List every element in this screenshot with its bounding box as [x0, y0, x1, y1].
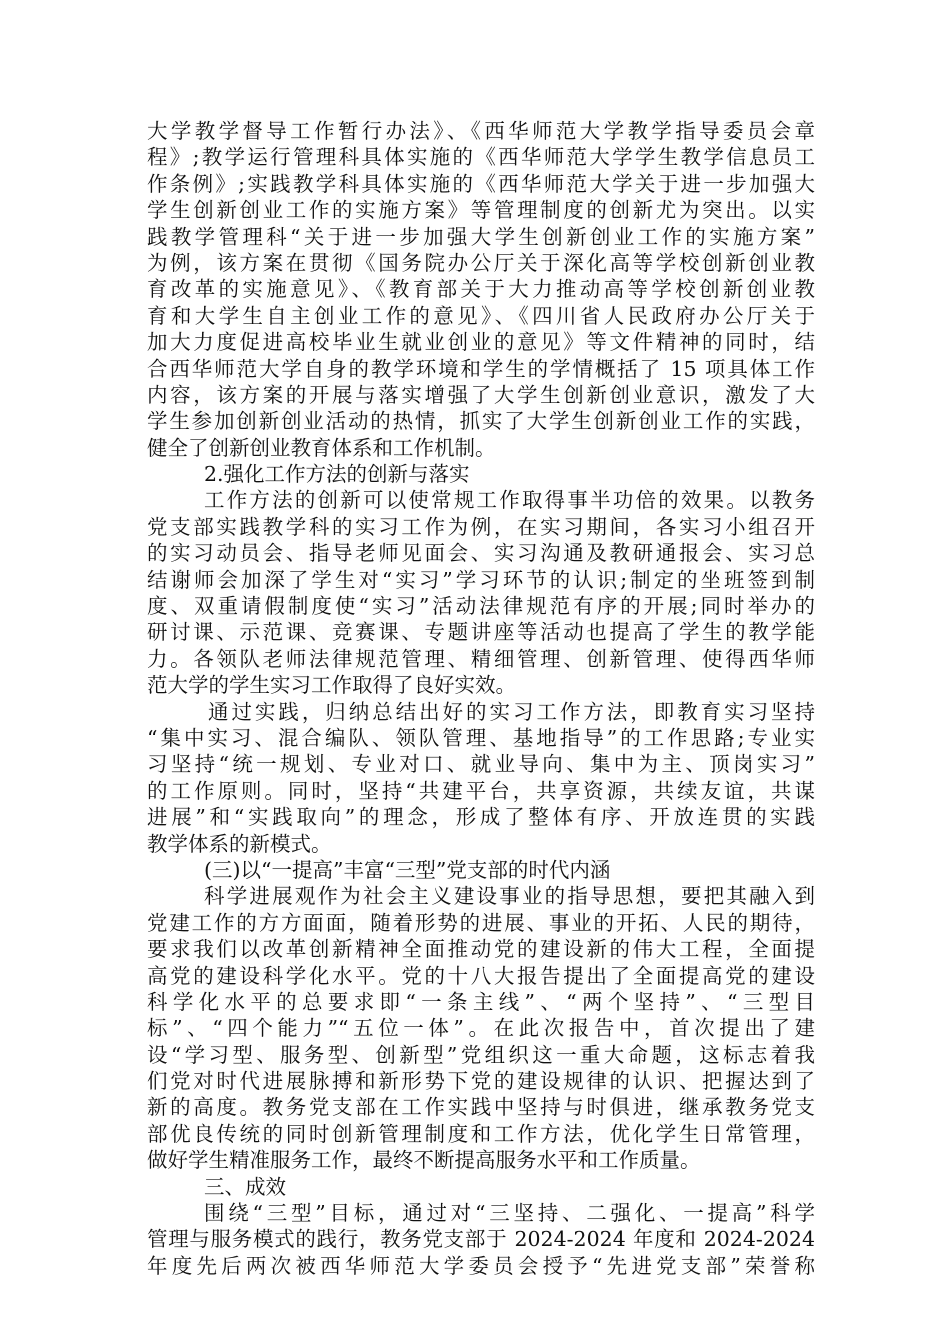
text-line: 年度先后两次被西华师范大学委员会授予“先进党支部”荣誉称	[147, 1253, 815, 1278]
text-line: 育和大学生自主创业工作的意见》、《四川省人民政府办公厅关于	[147, 303, 815, 328]
text-line: 进展”和“实践取向”的理念，形成了整体有序、开放连贯的实践	[147, 805, 815, 830]
text-line: 工作方法的创新可以使常规工作取得事半功倍的效果。以教务	[204, 488, 815, 513]
text-line: 党支部实践教学科的实习工作为例，在实习期间，各实习小组召开	[147, 514, 815, 539]
text-line: 践教学管理科“关于进一步加强大学生创新创业工作的实施方案”	[147, 224, 815, 249]
text-line: 结谢师会加深了学生对“实习”学习环节的认识;制定的坐班签到制	[147, 567, 815, 592]
text-line: 合西华师范大学自身的教学环境和学生的学情概括了 15 项具体工作	[147, 356, 815, 381]
text-line: 研讨课、示范课、竞赛课、专题讲座等活动也提高了学生的教学能	[147, 620, 815, 645]
text-line: 学生创新创业工作的实施方案》等管理制度的创新尤为突出。以实	[147, 198, 815, 223]
text-line: 部优良传统的同时创新管理制度和工作方法，优化学生日常管理，	[147, 1121, 815, 1146]
text-line: 健全了创新创业教育体系和工作机制。	[147, 435, 496, 460]
text-line: 们党对时代进展脉搏和新形势下党的建设规律的认识、把握达到了	[147, 1069, 815, 1094]
text-line: 高党的建设科学化水平。党的十八大报告提出了全面提高党的建设	[147, 963, 815, 988]
text-line: 党建工作的方方面面，随着形势的进展、事业的开拓、人民的期待，	[147, 910, 815, 935]
text-line: 管理与服务模式的践行，教务党支部于 2024-2024 年度和 2024-2024	[147, 1227, 815, 1252]
text-line: 范大学的学生实习工作取得了良好实效。	[147, 673, 516, 698]
text-line: 度、双重请假制度使“实习”活动法律规范有序的开展;同时举办的	[147, 594, 815, 619]
text-line: 习坚持“统一规划、专业对口、就业导向、集中为主、顶岗实习”	[147, 752, 815, 777]
text-line: 加大力度促进高校毕业生就业创业的意见》等文件精神的同时，结	[147, 330, 815, 355]
text-line: 作条例》;实践教学科具体实施的《西华师范大学关于进一步加强大	[147, 171, 815, 196]
text-line: 的工作原则。同时，坚持“共建平台，共享资源，共续友谊，共谋	[147, 778, 815, 803]
text-line: 的实习动员会、指导老师见面会、实习沟通及教研通报会、实习总	[147, 541, 815, 566]
text-line: 力。各领队老师法律规范管理、精细管理、创新管理、使得西华师	[147, 646, 815, 671]
text-line: 标”、“四个能力”“五位一体”。在此次报告中，首次提出了建	[147, 1016, 815, 1041]
text-line: 科学化水平的总要求即“一条主线”、“两个坚持”、“三型目	[147, 989, 815, 1014]
text-line: 新的高度。教务党支部在工作实践中坚持与时俱进，继承教务党支	[147, 1095, 815, 1120]
section-heading: 2.强化工作方法的创新与落实	[204, 462, 470, 487]
text-line: 程》;教学运行管理科具体实施的《西华师范大学学生教学信息员工	[147, 145, 815, 170]
text-line: 大学教学督导工作暂行办法》、《西华师范大学教学指导委员会章	[147, 119, 815, 143]
text-line: 设“学习型、服务型、创新型”党组织这一重大命题，这标志着我	[147, 1042, 815, 1067]
text-line: 围绕“三型”目标，通过对“三坚持、二强化、一提高”科学	[204, 1201, 815, 1226]
text-line: 学生参加创新创业活动的热情，抓实了大学生创新创业工作的实践，	[147, 409, 815, 434]
text-line: 教学体系的新模式。	[147, 831, 332, 856]
text-line: “集中实习、混合编队、领队管理、基地指导”的工作思路;专业实	[147, 725, 815, 750]
text-line: 要求我们以改革创新精神全面推动党的建设新的伟大工程，全面提	[147, 937, 815, 962]
text-line: 育改革的实施意见》、《教育部关于大力推动高等学校创新创业教	[147, 277, 815, 302]
text-line: 通过实践，归纳总结出好的实习工作方法，即教育实习坚持	[208, 699, 815, 724]
text-line: 为例，该方案在贯彻《国务院办公厅关于深化高等学校创新创业教	[147, 250, 815, 275]
section-heading: 三、成效	[204, 1174, 286, 1199]
text-line: 内容，该方案的开展与落实增强了大学生创新创业意识，激发了大	[147, 382, 815, 407]
document-body	[147, 118, 815, 1279]
section-heading: (三)以“一提高”丰富“三型”党支部的时代内涵	[204, 857, 611, 882]
text-line: 科学进展观作为社会主义建设事业的指导思想，要把其融入到	[204, 884, 815, 909]
text-line: 做好学生精准服务工作，最终不断提高服务水平和工作质量。	[147, 1148, 701, 1173]
